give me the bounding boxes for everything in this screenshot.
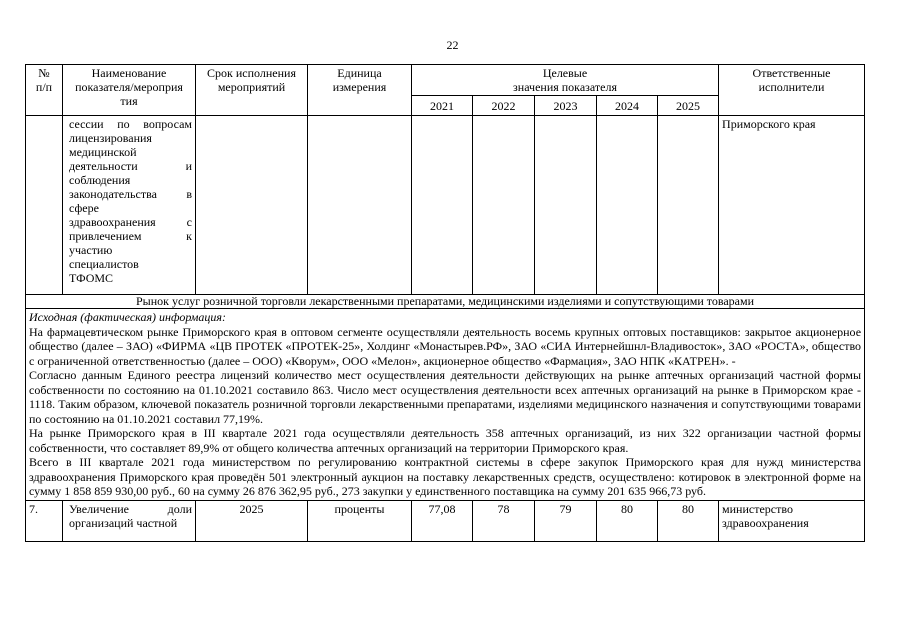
row7-num: 7. (26, 500, 63, 541)
row7-value-2022: 78 (473, 500, 535, 541)
header-num: № п/п (26, 65, 63, 116)
table-header-row (26, 65, 865, 96)
year-2025: 2025 (658, 96, 719, 116)
row7-unit: проценты (308, 500, 412, 541)
year-2023: 2023 (535, 96, 597, 116)
row7-responsible: министерство здравоохранения (719, 500, 865, 541)
header-term: Срок исполнения мероприятий (196, 65, 308, 116)
row7-name: Увеличение доли организаций частной (63, 500, 196, 541)
header-responsible-line2: исполнители (758, 80, 825, 94)
continued-row (26, 116, 865, 295)
header-target (412, 65, 719, 96)
info-row (26, 309, 865, 501)
row7-value-2025: 80 (658, 500, 719, 541)
info-cell (26, 309, 865, 501)
header-responsible-line1: Ответственные (752, 66, 831, 80)
row7-value-2024: 80 (597, 500, 658, 541)
continued-responsible: Приморского края (719, 116, 865, 295)
row7-value-2021: 77,08 (412, 500, 473, 541)
header-target-line1: Целевые (542, 66, 588, 80)
info-paragraph-3: На рынке Приморского края в III квартале 2021 года осуществляли деятельность 358 аптечных организаций, из них 322 организации частной формы собственности, что составляет 89,9% от общего количества аптечных организаций на территории Приморского края. (29, 426, 862, 455)
header-name: Наименование показателя/мероприя тия (63, 65, 196, 116)
section-title: Рынок услуг розничной торговли лекарственными препаратами, медицинскими изделиями и сопутствующими товарами (26, 295, 865, 309)
info-paragraph-2: Согласно данным Единого реестра лицензий количество мест осуществления деятельности действующих на рынке аптечных организаций частной формы собственности по состоянию на 01.10.2021 составило 863. Число мест осуществления деятельности всех аптечных организаций на рынке в Приморском крае - 1118. Таким образом, ключевой показатель розничной торговли лекарственными препаратами, изделиями медицинского назначения и сопутствующими товарами по состоянию на 01.10.2021 составил 77,19%. (29, 368, 862, 426)
header-responsible (719, 65, 865, 116)
section-title-row (26, 295, 865, 309)
header-unit: Единица измерения (308, 65, 412, 116)
year-2021: 2021 (412, 96, 473, 116)
info-paragraph-1: На фармацевтическом рынке Приморского края в оптовом сегменте осуществляли деятельность восемь крупных оптовых поставщиков: закрытое акционерное общество (далее – ЗАО) «ФИРМА «ЦВ ПРОТЕК «ПРОТЕК-25», Холдинг «Монастырев.РФ», ЗАО «СИА Интернейшнл-Владивосток», ЗАО «РОСТА», общество с ограниченной ответственностью (далее – ООО) «Кворум», ООО «Мелон», акционерное общество «Фармация», ЗАО НПК «КАТРЕН». - (29, 324, 862, 368)
page-number: 22 (446, 38, 459, 52)
info-heading: Исходная (фактическая) информация: (29, 310, 226, 324)
continued-name: сессии по вопросам лицензирования медицинской деятельности и соблюдения законодательства в сфере здравоохранения с привлечением к участию специалистов ТФОМС (63, 116, 196, 295)
row7-term: 2025 (196, 500, 308, 541)
year-2022: 2022 (473, 96, 535, 116)
info-paragraph-4: Всего в III квартале 2021 года министерством по регулированию контрактной системы в сфере закупок Приморского края для нужд министерства здравоохранения Приморского края проведён 501 электронный аукцион на поставку лекарственных средств, осуществлено: котировок в электронной форме на сумму 1 858 859 930,00 руб., 60 на сумму 26 876 362,95 руб., 273 закупки у единственного поставщика на сумму 201 635 966,73 руб. (29, 455, 862, 498)
row7-value-2023: 79 (535, 500, 597, 541)
table-row (26, 500, 865, 541)
year-2024: 2024 (597, 96, 658, 116)
header-target-line2: значения показателя (513, 80, 617, 94)
measures-table (25, 64, 865, 542)
